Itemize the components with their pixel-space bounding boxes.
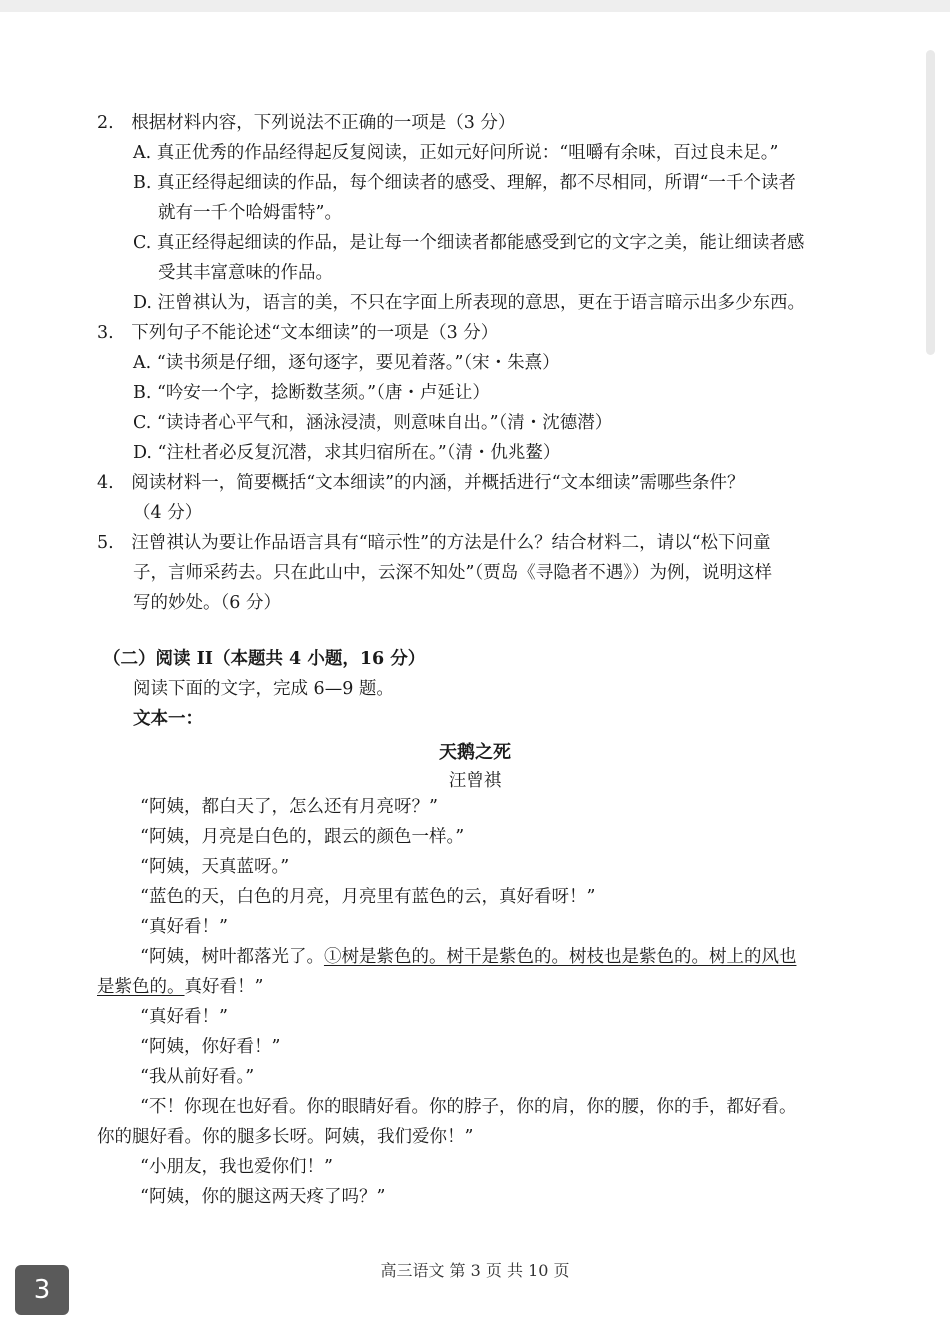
page-number-badge[interactable]: 3 (15, 1265, 69, 1315)
question-5-stem-cont: 子，言师采药去。只在此山中，云深不知处”（贾岛《寻隐者不遇》）为例，说明这样 (133, 563, 772, 583)
dialogue-line-cont: 你的腿好看。你的腿多长呀。阿姨，我们爱你！” (97, 1127, 474, 1147)
question-3-option-d: D. “注杜者必反复沉潜，求其归宿所在。”（清・仇兆鳌） (133, 443, 561, 463)
question-4-points: （4 分） (133, 503, 203, 523)
dialogue-line: “不！你现在也好看。你的眼睛好看。你的脖子，你的肩，你的腰，你的手，都好看。 (140, 1097, 797, 1117)
question-3-option-c: C. “读诗者心平气和，涵泳浸渍，则意味自出。”（清・沈德潜） (133, 413, 613, 433)
dialogue-line: “真好看！” (140, 917, 228, 937)
question-2-option-c-cont: 受其丰富意味的作品。 (158, 263, 333, 283)
question-2-option-d: D. 汪曾祺认为，语言的美，不只在字面上所表现的意思，更在于语言暗示出多少东西。 (133, 293, 806, 313)
question-2-option-b-cont: 就有一千个哈姆雷特”。 (158, 203, 342, 223)
question-2-stem: 2. 根据材料内容，下列说法不正确的一项是（3 分） (97, 113, 516, 133)
dialogue-lead: “阿姨，树叶都落光了。 (140, 947, 324, 967)
top-toolbar-strip (0, 0, 950, 12)
underlined-sentence-1-cont: 是紫色的。 (97, 977, 185, 997)
page-footer: 高三语文 第 3 页 共 10 页 (380, 1261, 570, 1280)
dialogue-line-cont (97, 976, 263, 998)
dialogue-line: “阿姨，天真蓝呀。” (140, 857, 290, 877)
story-title: 天鹅之死 (439, 742, 511, 763)
section-heading: （二）阅读 II（本题共 4 小题，16 分） (103, 649, 426, 669)
question-5-stem-end: 写的妙处。（6 分） (133, 593, 281, 613)
dialogue-line: “阿姨，你的腿这两天疼了吗？” (140, 1187, 386, 1207)
question-4-stem: 4. 阅读材料一，简要概括“文本细读”的内涵，并概括进行“文本细读”需哪些条件？ (97, 473, 745, 493)
dialogue-line: “阿姨，你好看！” (140, 1037, 281, 1057)
dialogue-line: “阿姨，都白天了，怎么还有月亮呀？” (140, 797, 438, 817)
question-2-option-c: C. 真正经得起细读的作品，是让每一个细读者都能感受到它的文字之美，能让细读者感 (133, 233, 805, 253)
scrollbar[interactable] (926, 50, 935, 355)
dialogue-line: “蓝色的天，白色的月亮，月亮里有蓝色的云，真好看呀！” (140, 887, 596, 907)
dialogue-line: “我从前好看。” (140, 1067, 255, 1087)
underlined-sentence-1: ①树是紫色的。树干是紫色的。树枝也是紫色的。树上的风也 (323, 947, 797, 967)
question-2-option-a: A. 真正优秀的作品经得起反复阅读，正如元好问所说：“咀嚼有余味，百过良未足。” (133, 143, 779, 163)
story-author: 汪曾祺 (448, 771, 502, 791)
question-3-option-a: A. “读书须是仔细，逐句逐字，要见着落。”（宋・朱熹） (133, 353, 560, 373)
dialogue-line: “小朋友，我也爱你们！” (140, 1157, 333, 1177)
dialogue-line: “真好看！” (140, 1007, 228, 1027)
question-2-option-b: B. 真正经得起细读的作品，每个细读者的感受、理解，都不尽相同，所谓“一千个读者 (133, 173, 796, 193)
dialogue-line: “阿姨，月亮是白色的，跟云的颜色一样。” (140, 827, 465, 847)
question-3-stem: 3. 下列句子不能论述“文本细读”的一项是（3 分） (97, 323, 499, 343)
dialogue-line-underlined (140, 946, 796, 968)
text-label: 文本一： (133, 709, 203, 729)
section-instruction: 阅读下面的文字，完成 6—9 题。 (133, 679, 394, 699)
dialogue-tail: 真好看！” (184, 977, 264, 997)
question-3-option-b: B. “吟安一个字，捻断数茎须。”（唐・卢延让） (133, 383, 490, 403)
question-5-stem: 5. 汪曾祺认为要让作品语言具有“暗示性”的方法是什么？结合材料二，请以“松下问童 (97, 533, 771, 553)
